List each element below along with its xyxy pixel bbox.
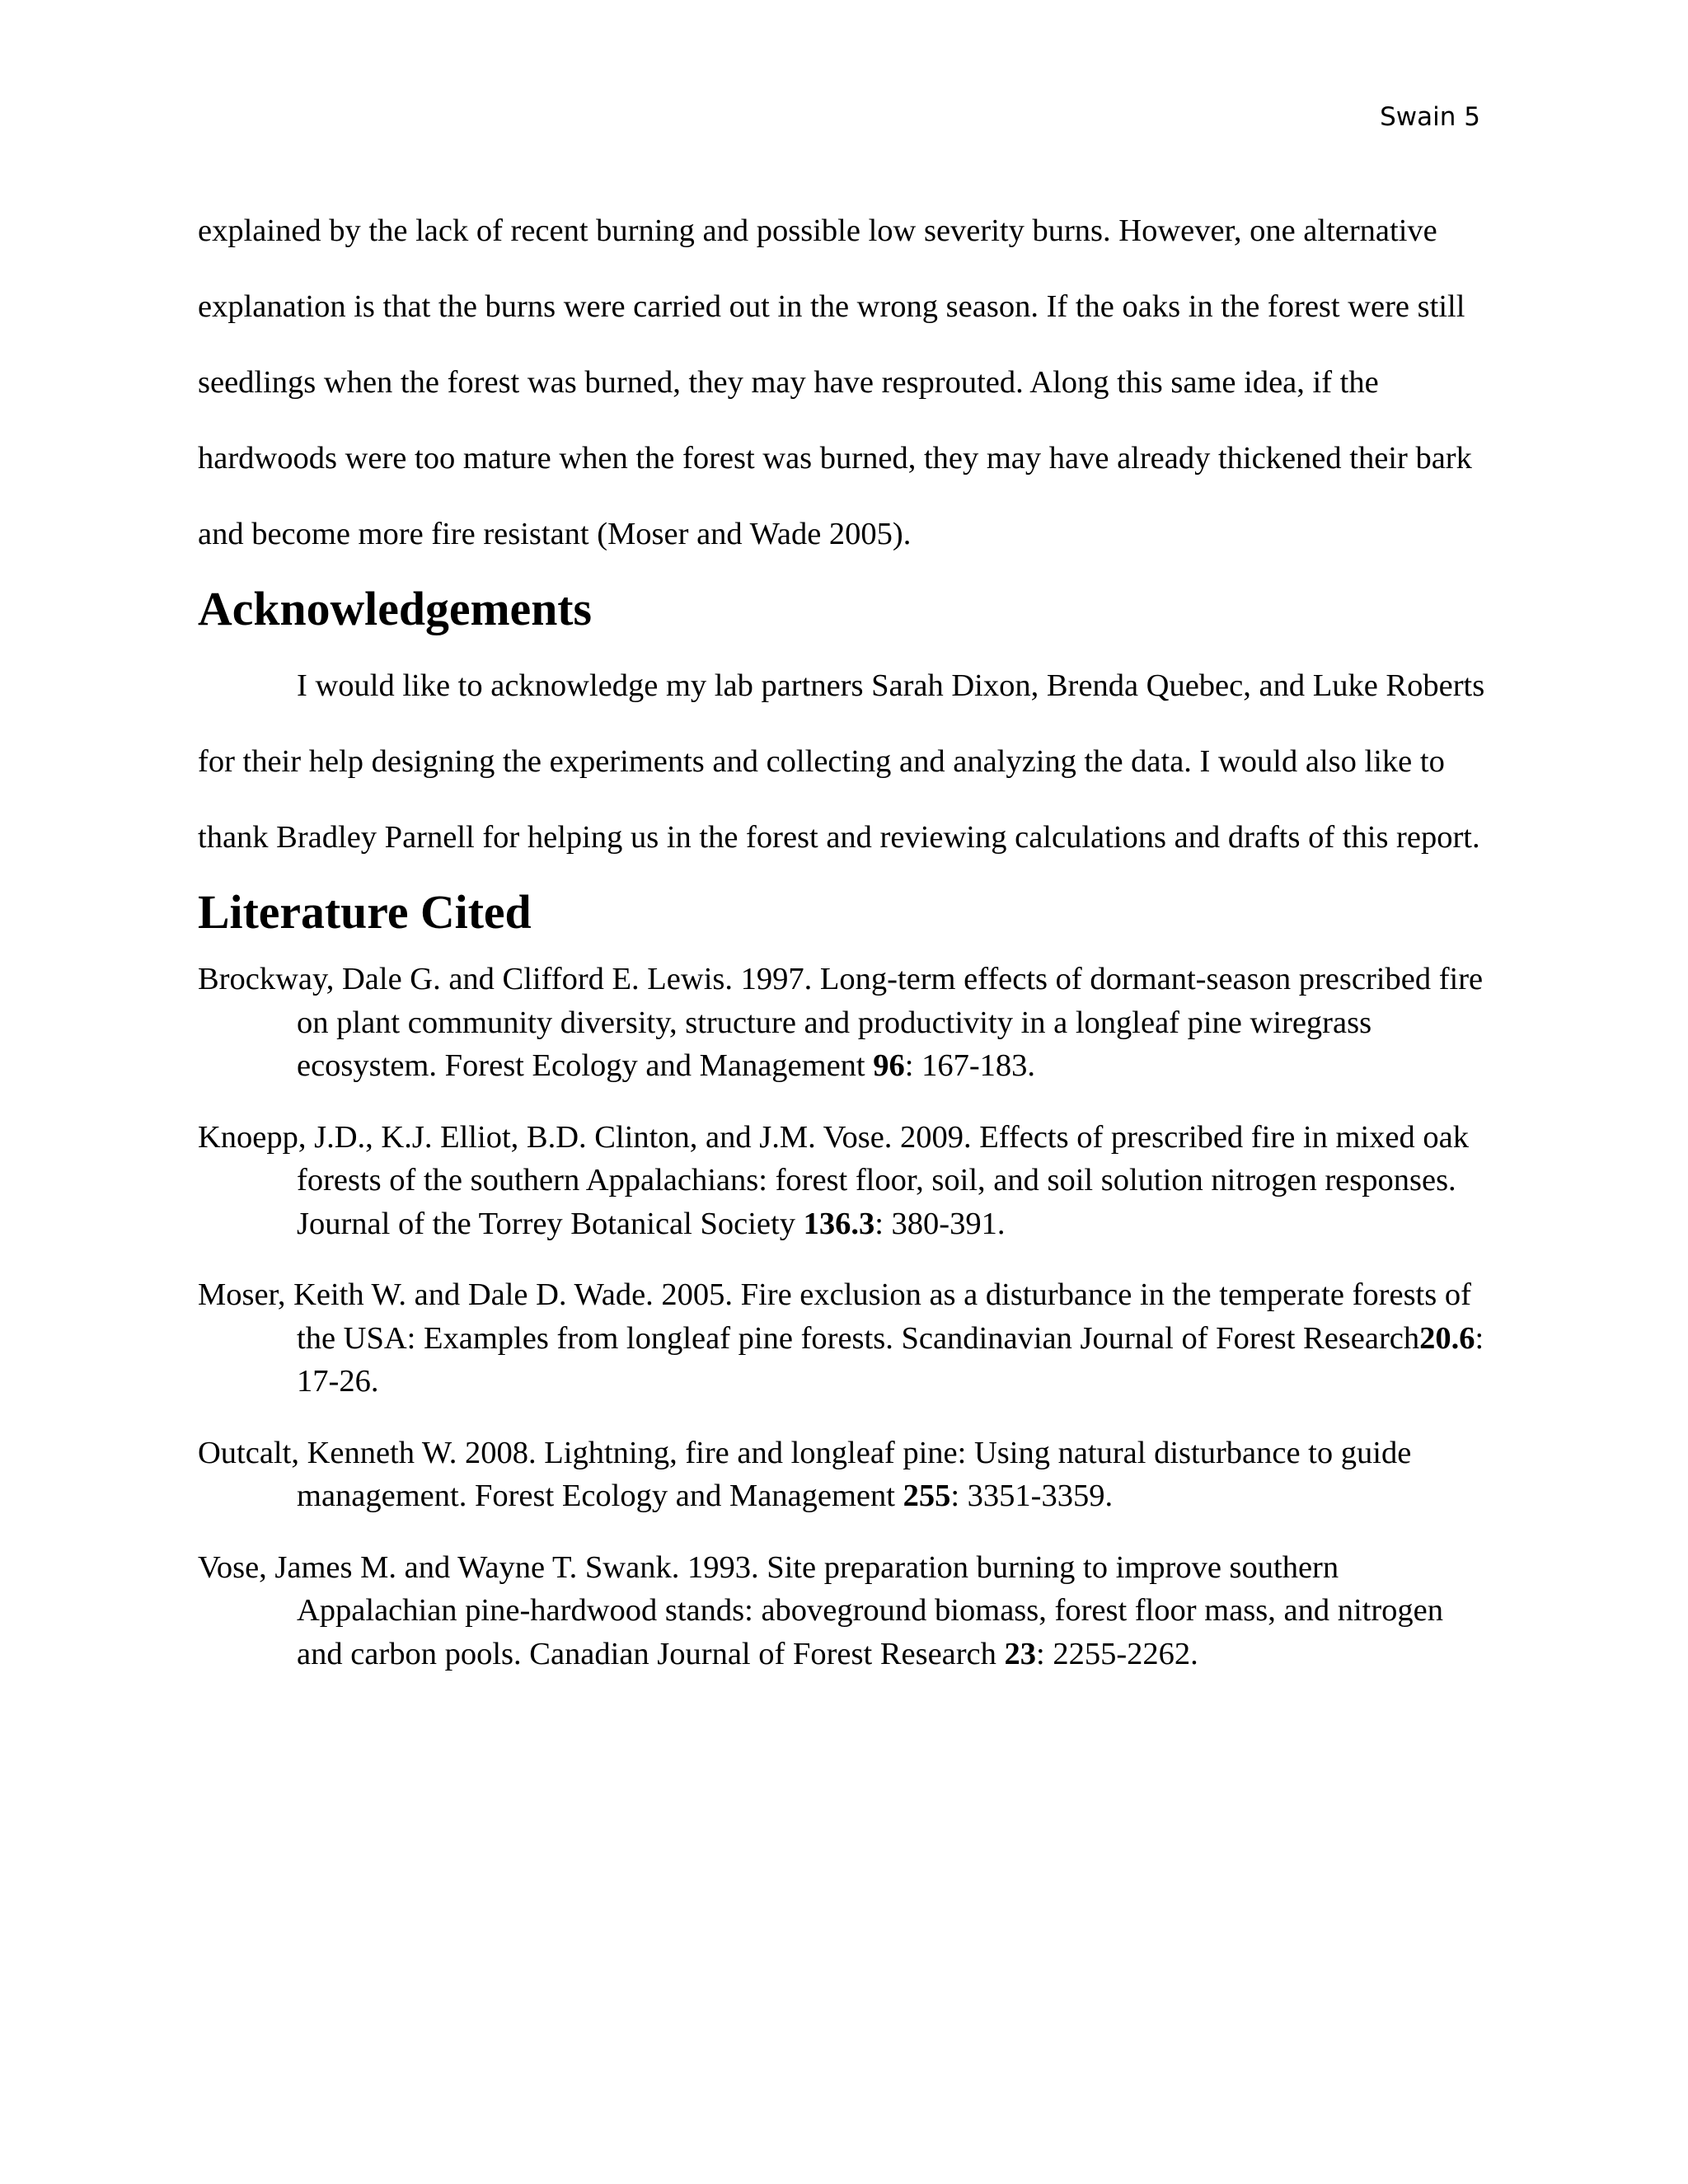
reference-text: Brockway, Dale G. and Clifford E. Lewis. 1997. Long-term effects of dormant-season prescribed fire on plant community diversity, structure and productivity in a longleaf pine wiregrass ecosystem. Forest Ecology and Management xyxy=(198,962,1484,1083)
reference-entry xyxy=(198,1432,1490,1518)
reference-pages: : 2255-2262. xyxy=(1036,1636,1198,1671)
reference-text: Moser, Keith W. and Dale D. Wade. 2005. Fire exclusion as a disturbance in the temperate forests of the USA: Examples from longleaf pine forests. Scandinavian Journal of Forest Research xyxy=(198,1277,1471,1356)
reference-entry xyxy=(198,1546,1490,1676)
reference-text: Vose, James M. and Wayne T. Swank. 1993. Site preparation burning to improve southern Appalachian pine-hardwood stands: aboveground biomass, forest floor mass, and nitrogen and carbon pools. Canadian Journal of Forest Research xyxy=(198,1549,1444,1671)
reference-entry xyxy=(198,958,1490,1088)
reference-entry xyxy=(198,1116,1490,1246)
reference-pages: : 380-391. xyxy=(874,1206,1006,1241)
reference-volume: 136.3 xyxy=(803,1206,875,1241)
reference-text: Knoepp, J.D., K.J. Elliot, B.D. Clinton, and J.M. Vose. 2009. Effects of prescribed fire in mixed oak forests of the southern Appalachians: forest floor, soil, and soil solution nitrogen responses. Journal of the Torrey Botanical Society xyxy=(198,1119,1469,1241)
reference-text: Outcalt, Kenneth W. 2008. Lightning, fire and longleaf pine: Using natural disturbance to guide management. Forest Ecology and Management xyxy=(198,1435,1412,1513)
reference-pages: : 17-26. xyxy=(297,1320,1484,1399)
reference-pages: : 3351-3359. xyxy=(950,1479,1114,1513)
reference-volume: 23 xyxy=(1004,1636,1037,1671)
discussion-paragraph: explained by the lack of recent burning and possible low severity burns. However, one alternative explanation is that the burns were carried out in the wrong season. If the oaks in the forest were still seedlings when the forest was burned, they may have resprouted. Along this same idea, if the hardwoods were too mature when the forest was burned, they may have already thickened their bark and become more fire resistant (Moser and Wade 2005). xyxy=(198,213,1472,551)
reference-pages: : 167-183. xyxy=(904,1048,1036,1083)
reference-list xyxy=(198,958,1490,1675)
literature-cited-heading: Literature Cited xyxy=(198,887,532,939)
reference-entry xyxy=(198,1273,1490,1404)
page-content xyxy=(198,193,1490,1704)
reference-volume: 96 xyxy=(873,1048,905,1083)
reference-volume: 255 xyxy=(903,1479,951,1513)
running-head: Swain 5 xyxy=(1380,102,1480,132)
reference-volume: 20.6 xyxy=(1419,1320,1475,1356)
acknowledgements-heading: Acknowledgements xyxy=(198,583,593,635)
acknowledgements-paragraph: I would like to acknowledge my lab partners Sarah Dixon, Brenda Quebec, and Luke Roberts for their help designing the experiments and collecting and analyzing the data. I would also like to thank Bradley Parnell for helping us in the forest and reviewing calculations and drafts of this report. xyxy=(198,668,1485,855)
